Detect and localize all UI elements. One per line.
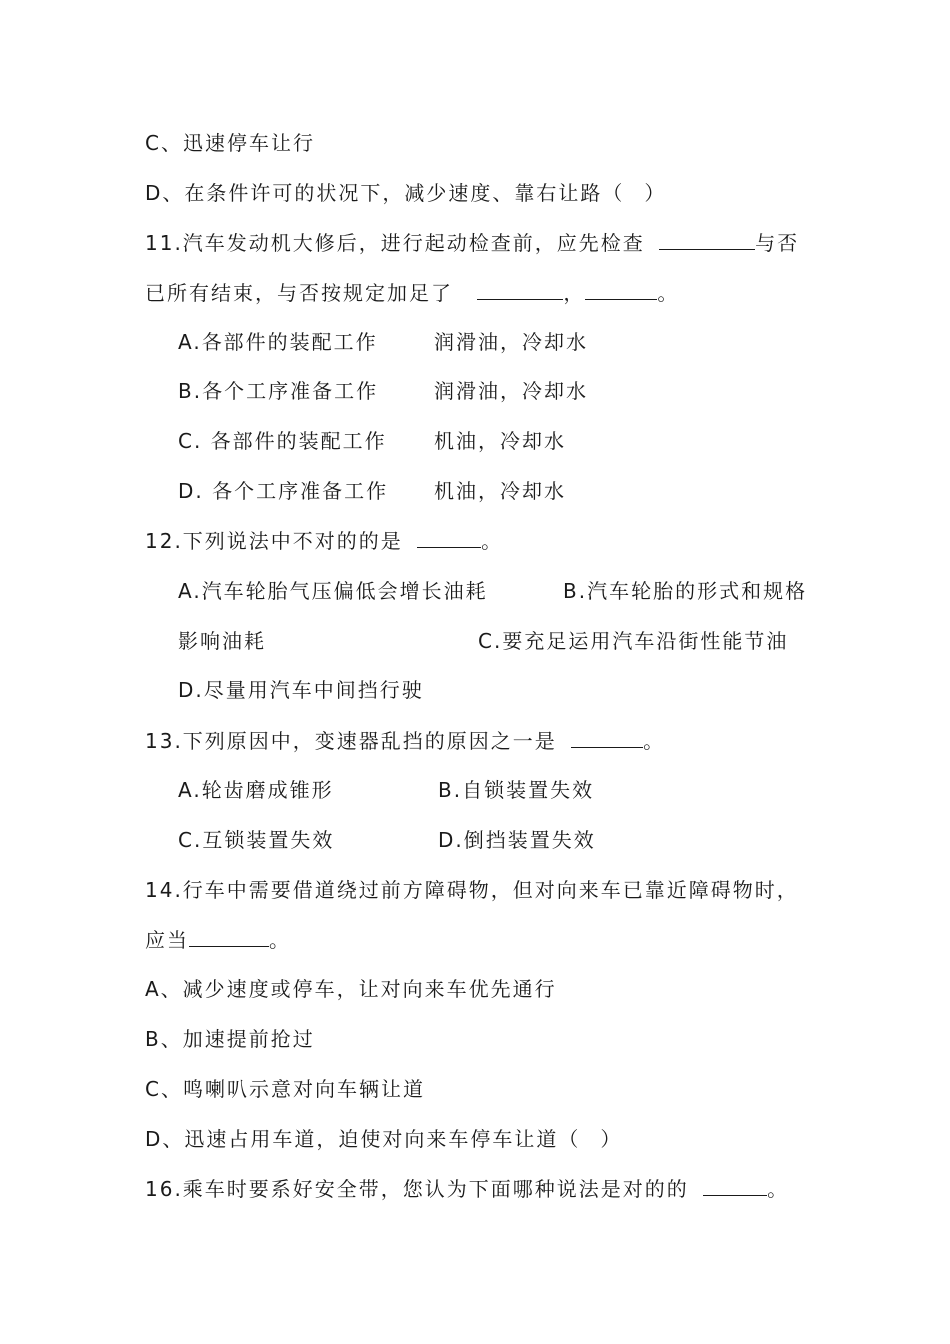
option-line <box>145 1076 425 1102</box>
option-text: D、在条件许可的状况下，减少速度、靠右让路（ <box>145 181 625 205</box>
option-line <box>178 428 387 454</box>
sentence-end: 。 <box>481 529 504 553</box>
option-text: C.互锁装置失效 <box>178 828 335 852</box>
answer-blank <box>571 729 643 748</box>
question-line <box>145 230 799 256</box>
sentence-end: 。 <box>643 729 666 753</box>
option-line <box>178 827 334 853</box>
answer-blank <box>703 1177 767 1196</box>
option-text: 影响油耗 <box>178 629 266 653</box>
question-line <box>145 927 291 953</box>
option-text: 机油，冷却水 <box>434 429 566 453</box>
question-text: 12.下列说法中不对的的是 <box>145 529 403 553</box>
option-text: A.各部件的装配工作 <box>178 330 378 354</box>
question-line <box>145 280 679 306</box>
option-text: 润滑油，冷却水 <box>434 330 588 354</box>
option-text: C.要充足运用汽车沿街性能节油 <box>478 629 789 653</box>
question-line <box>145 728 665 754</box>
question-text: 16.乘车时要系好安全带，您认为下面哪种说法是对的的 <box>145 1177 689 1201</box>
option-line <box>178 329 378 355</box>
answer-blank <box>417 529 481 548</box>
option-line <box>438 827 596 853</box>
closing-paren: ） <box>644 181 667 205</box>
answer-blank <box>659 231 755 250</box>
question-text: 与否 <box>755 231 800 255</box>
question-line <box>145 1176 789 1202</box>
option-line <box>145 1126 622 1152</box>
answer-blank <box>189 928 269 947</box>
option-text: D.倒挡装置失效 <box>438 828 596 852</box>
question-text: 14.行车中需要借道绕过前方障碍物，但对向来车已靠近障碍物时， <box>145 878 799 902</box>
question-line <box>145 877 799 903</box>
option-text: B、加速提前抢过 <box>145 1027 315 1051</box>
option-line <box>478 628 788 654</box>
option-text: B.汽车轮胎的形式和规格 <box>563 579 808 603</box>
option-line <box>434 428 566 454</box>
option-text: A、减少速度或停车，让对向来车优先通行 <box>145 977 557 1001</box>
answer-blank <box>585 281 657 300</box>
option-text: C、迅速停车让行 <box>145 131 315 155</box>
sentence-end: 。 <box>767 1177 790 1201</box>
question-text: 应当 <box>145 928 189 952</box>
option-text: D.尽量用汽车中间挡行驶 <box>178 678 424 702</box>
option-line <box>145 130 315 156</box>
option-text: B.自锁装置失效 <box>438 778 595 802</box>
option-text: 机油，冷却水 <box>434 479 566 503</box>
question-line <box>145 528 503 554</box>
option-line <box>145 976 557 1002</box>
option-text: 润滑油，冷却水 <box>434 379 588 403</box>
question-text: 13.下列原因中，变速器乱挡的原因之一是 <box>145 729 557 753</box>
option-line <box>563 578 807 604</box>
option-text: D. 各个工序准备工作 <box>178 479 389 503</box>
option-line <box>438 777 594 803</box>
option-text: C. 各部件的装配工作 <box>178 429 387 453</box>
option-text: B.各个工序准备工作 <box>178 379 379 403</box>
question-text: 已所有结束，与否按规定加足了 <box>145 281 453 305</box>
option-line <box>145 1026 315 1052</box>
option-text: A.汽车轮胎气压偏低会增长油耗 <box>178 579 488 603</box>
option-text: C、鸣喇叭示意对向车辆让道 <box>145 1077 425 1101</box>
option-line <box>178 378 378 404</box>
sentence-end: 。 <box>657 281 680 305</box>
option-line <box>178 628 266 654</box>
answer-blank <box>477 281 563 300</box>
question-text: 11.汽车发动机大修后，进行起动检查前，应先检查 <box>145 231 645 255</box>
option-text: D、迅速占用车道，迫使对向来车停车让道（ <box>145 1127 581 1151</box>
option-line <box>434 378 588 404</box>
option-text: A.轮齿磨成锥形 <box>178 778 334 802</box>
separator: ， <box>563 281 586 305</box>
option-line <box>178 777 334 803</box>
option-line <box>434 329 588 355</box>
closing-paren: ） <box>600 1127 623 1151</box>
option-line <box>434 478 566 504</box>
option-line <box>178 578 488 604</box>
sentence-end: 。 <box>269 928 291 952</box>
option-line <box>178 478 388 504</box>
option-line <box>145 180 666 206</box>
option-line <box>178 677 424 703</box>
